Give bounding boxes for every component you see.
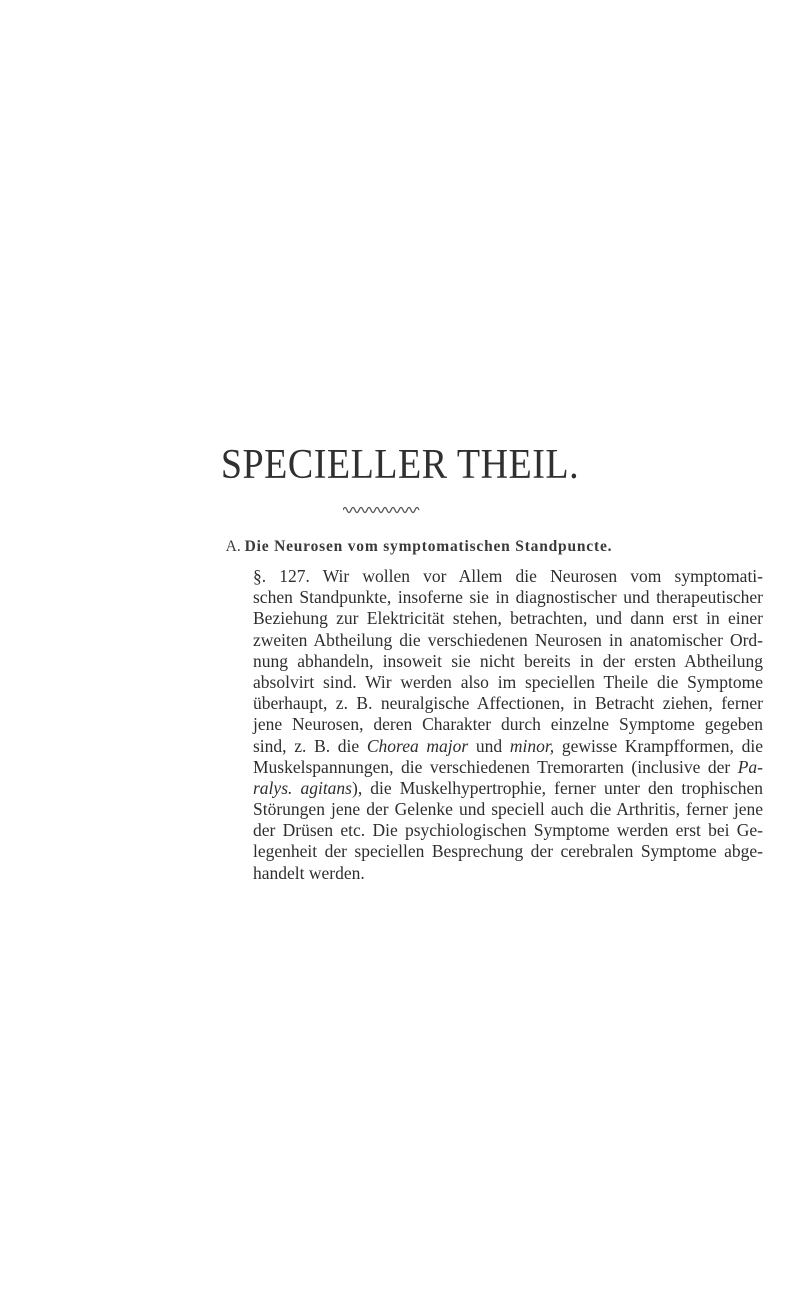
text-fragment: sind, z. B. die [253,735,367,756]
text-line: absolvirt sind. Wir werden also im speciellen Theile die Symptome [253,671,763,692]
paragraph-marker: §. 127. [253,566,310,586]
text-line: schen Standpunkte, insoferne sie in diagnostischer und therapeutischer [253,587,763,608]
italic-term: Chorea major [366,735,469,756]
text-line: der Drüsen etc. Die psychiologischen Symptome werden erst bei Ge- [253,820,763,841]
page-title: SPECIELLER THEIL. [220,441,580,489]
text-line-content: Wir wollen vor Allem die Neurosen vom symptomati- [322,566,763,586]
text-fragment: und [468,735,510,756]
text-line: jene Neurosen, deren Charakter durch einzelne Symptome gegeben [253,714,763,735]
section-heading-letter: A. [225,538,241,555]
decorative-wavy-rule-icon [343,503,421,515]
text-fragment: gewisse Krampfformen, die [554,735,763,756]
italic-term: minor, [509,735,555,756]
italic-term: Pa- [737,756,763,777]
text-fragment: Muskelspannungen, die verschiedenen Tremorarten (inclusive der [253,756,738,777]
text-line: Beziehung zur Elektricität stehen, betrachten, und dann erst in einer [253,608,763,629]
text-line: zweiten Abtheilung die verschiedenen Neurosen in anatomischer Ord- [253,629,763,650]
body-paragraph [253,566,763,884]
text-line: handelt werden. [253,862,365,883]
text-line: Störungen jene der Gelenke und speciell auch die Arthritis, ferner jene [253,799,763,820]
text-line [253,778,763,799]
text-line: legenheit der speciellen Besprechung der cerebralen Symptome abge- [253,841,763,862]
italic-term: ralys. agitans [253,777,352,798]
section-heading [0,538,800,556]
text-line: überhaupt, z. B. neuralgische Affectionen, in Betracht ziehen, ferner [253,693,763,714]
text-line [253,757,763,778]
text-line: nung abhandeln, insoweit sie nicht bereits in der ersten Abtheilung [253,650,763,671]
text-fragment: ), die Muskelhypertrophie, ferner unter den trophischen [352,777,763,798]
section-heading-text: Die Neurosen vom symptomatischen Standpuncte. [244,538,613,555]
text-line [253,736,763,757]
text-line [253,566,763,587]
